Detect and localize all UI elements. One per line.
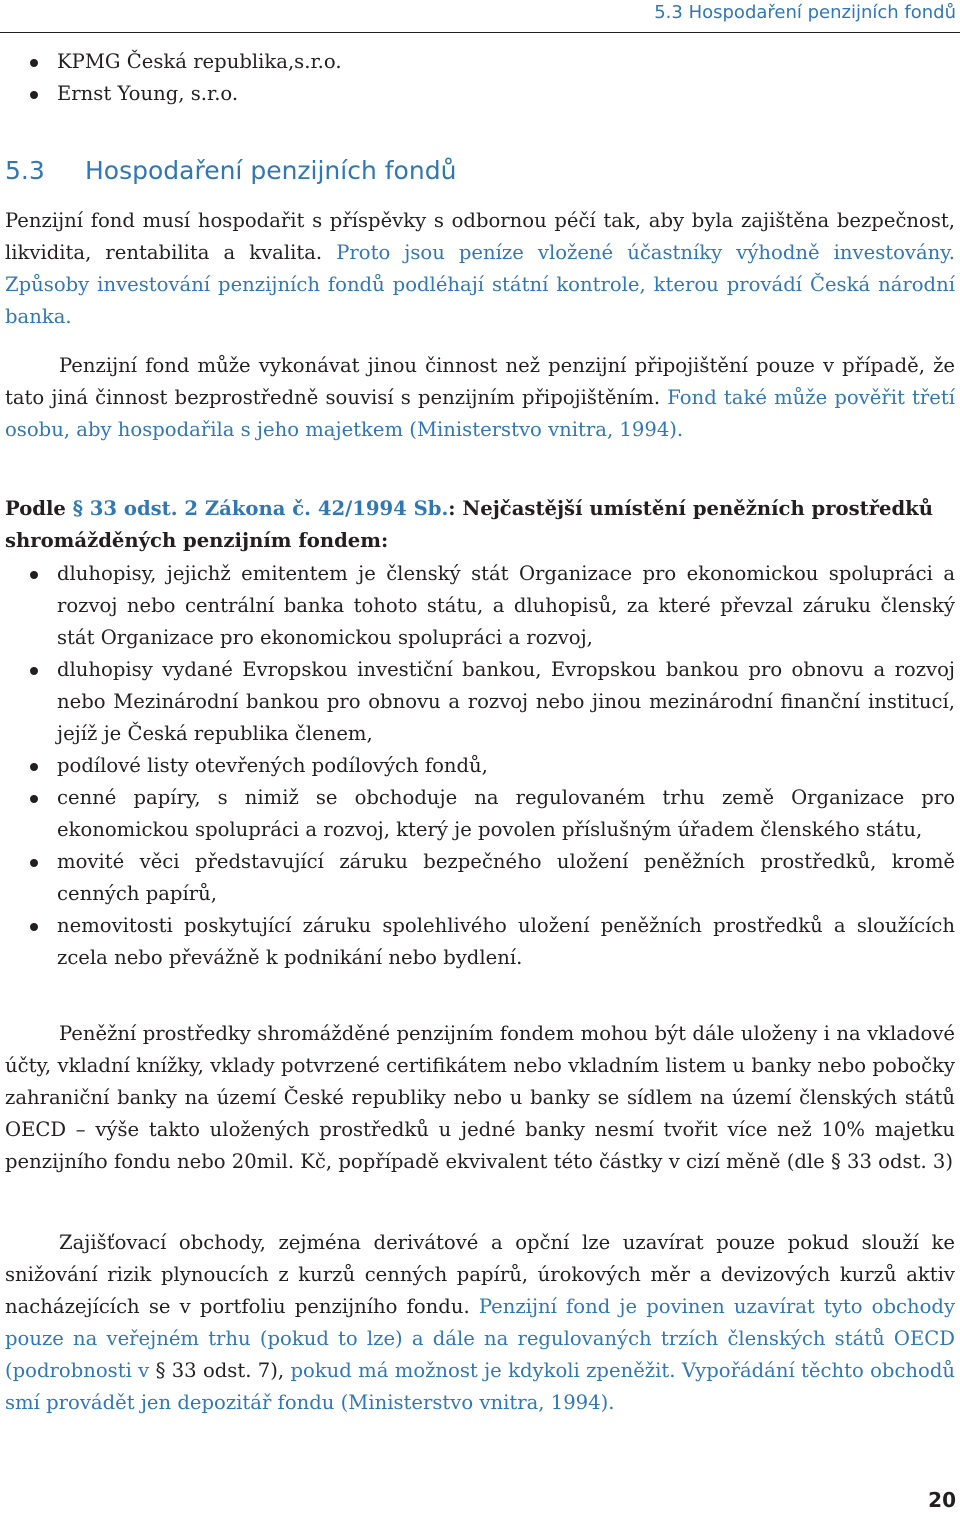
highlighted-text: pokud má možnost je kdykoli zpeněžit.: [290, 1359, 676, 1382]
list-item: KPMG Česká republika,s.r.o.: [5, 46, 560, 78]
law-reference-link[interactable]: [73, 497, 449, 520]
running-header-title: 5.3 Hospodaření penzijních fondů: [654, 2, 956, 23]
list-item: Ernst Young, s.r.o.: [5, 78, 560, 110]
law-reference: 33 odst. 2 Zákona č. 42/1994 Sb.: [89, 497, 449, 520]
section-sign: §: [72, 497, 83, 520]
list-item: cenné papíry, s nimiž se obchoduje na regulovaném trhu země Organizace pro ekonomickou spolupráci a rozvoj, který je povolen příslušným úřadem členského státu,: [5, 782, 955, 846]
running-header: [0, 0, 960, 33]
paragraph-text: Peněžní prostředky shromážděné penzijním fondem mohou být dále uloženy i na vkladové účty, vkladní knížky, vklady potvrzené certifikátem nebo vkladním listem u banky nebo pobočky zahraniční banky na území České republiky nebo u banky se sídlem na území členských států OECD – výše takto uložených prostředků u jedné banky nesmí tvořit více než 10% majetku penzijního fondu nebo 20mil. Kč, popřípadě ekvivalent této částky v cizí měně (dle: [5, 1022, 955, 1173]
paragraph-text: Penzijní fond může vykonávat jinou činnost než penzijní připojištění pouze v případě, že tato jiná činnost bezprostředně souvisí s penzijním připojištěním.: [5, 354, 955, 409]
highlighted-text: Proto jsou peníze vložené účastníky výhodně investovány.: [336, 241, 955, 264]
paragraph-text: Penzijní fond musí hospodařit s příspěvky s odbornou péčí tak, aby byla zajištěna bezpečnost, likvidita, rentabilita a kvalita.: [5, 209, 955, 264]
law-prefix: Podle: [5, 497, 66, 520]
list-item: dluhopisy vydané Evropskou investiční bankou, Evropskou bankou pro obnovu a rozvoj nebo Mezinárodní bankou pro obnovu a rozvoj nebo jinou mezinárodní finanční institucí, jejíž je Česká republika členem,: [5, 654, 955, 750]
paragraph-text: Zajišťovací obchody, zejména derivátové a opční lze uzavírat pouze pokud slouží ke snižování rizik plynoucích z kurzů cenných papírů, úrokových měr a devizových kurzů aktiv nacházejících se v portfoliu penzijního fondu.: [5, 1231, 955, 1318]
section-number: 5.3: [5, 156, 45, 185]
highlighted-text: Vypořádání těchto obchodů smí provádět jen depozitář fondu (Ministerstvo vnitra, 1994).: [5, 1359, 956, 1414]
list-item: podílové listy otevřených podílových fondů,: [5, 750, 955, 782]
highlighted-text: Penzijní fond je povinen uzavírat tyto obchody pouze na veřejném trhu (pokud to lze) a dále na regulovaných trzích členských států OECD (podrobnosti v: [5, 1295, 956, 1382]
paragraph-4: [5, 1227, 955, 1419]
highlighted-text: Fond také může pověřit třetí osobu, aby hospodařila s jeho majetkem (Ministerstvo vnitra, 1994).: [5, 386, 955, 441]
page-number: 20: [928, 1488, 956, 1512]
list-item: dluhopisy, jejichž emitentem je členský stát Organizace pro ekonomickou spolupráci a rozvoj nebo centrální banka tohoto státu, a dluhopisů, za které převzal záruku členský stát Organizace pro ekonomickou spolupráci a rozvoj,: [5, 558, 955, 654]
section-title: Hospodaření penzijních fondů: [85, 156, 457, 185]
paragraph-3: [5, 1018, 955, 1178]
list-item: movité věci představující záruku bezpečného uložení peněžních prostředků, kromě cenných papírů,: [5, 846, 955, 910]
highlighted-text: Způsoby investování penzijních fondů podléhají státní kontrole, kterou provádí Česká národní banka.: [5, 273, 955, 328]
law-heading: [5, 493, 955, 557]
paragraph-2: [5, 350, 955, 446]
law-heading-text: : Nejčastější umístění peněžních prostředků shromážděných penzijním fondem:: [5, 497, 934, 552]
law-reference-link[interactable]: § 33 odst. 3): [831, 1150, 954, 1173]
paragraph-1: [5, 205, 955, 333]
law-reference-link[interactable]: § 33 odst. 7),: [155, 1359, 285, 1382]
section-heading: [5, 153, 456, 189]
investment-list: [5, 558, 955, 974]
list-item: nemovitosti poskytující záruku spolehlivého uložení peněžních prostředků a sloužících zcela nebo převážně k podnikání nebo bydlení.: [5, 910, 955, 974]
auditor-list: [5, 46, 560, 110]
